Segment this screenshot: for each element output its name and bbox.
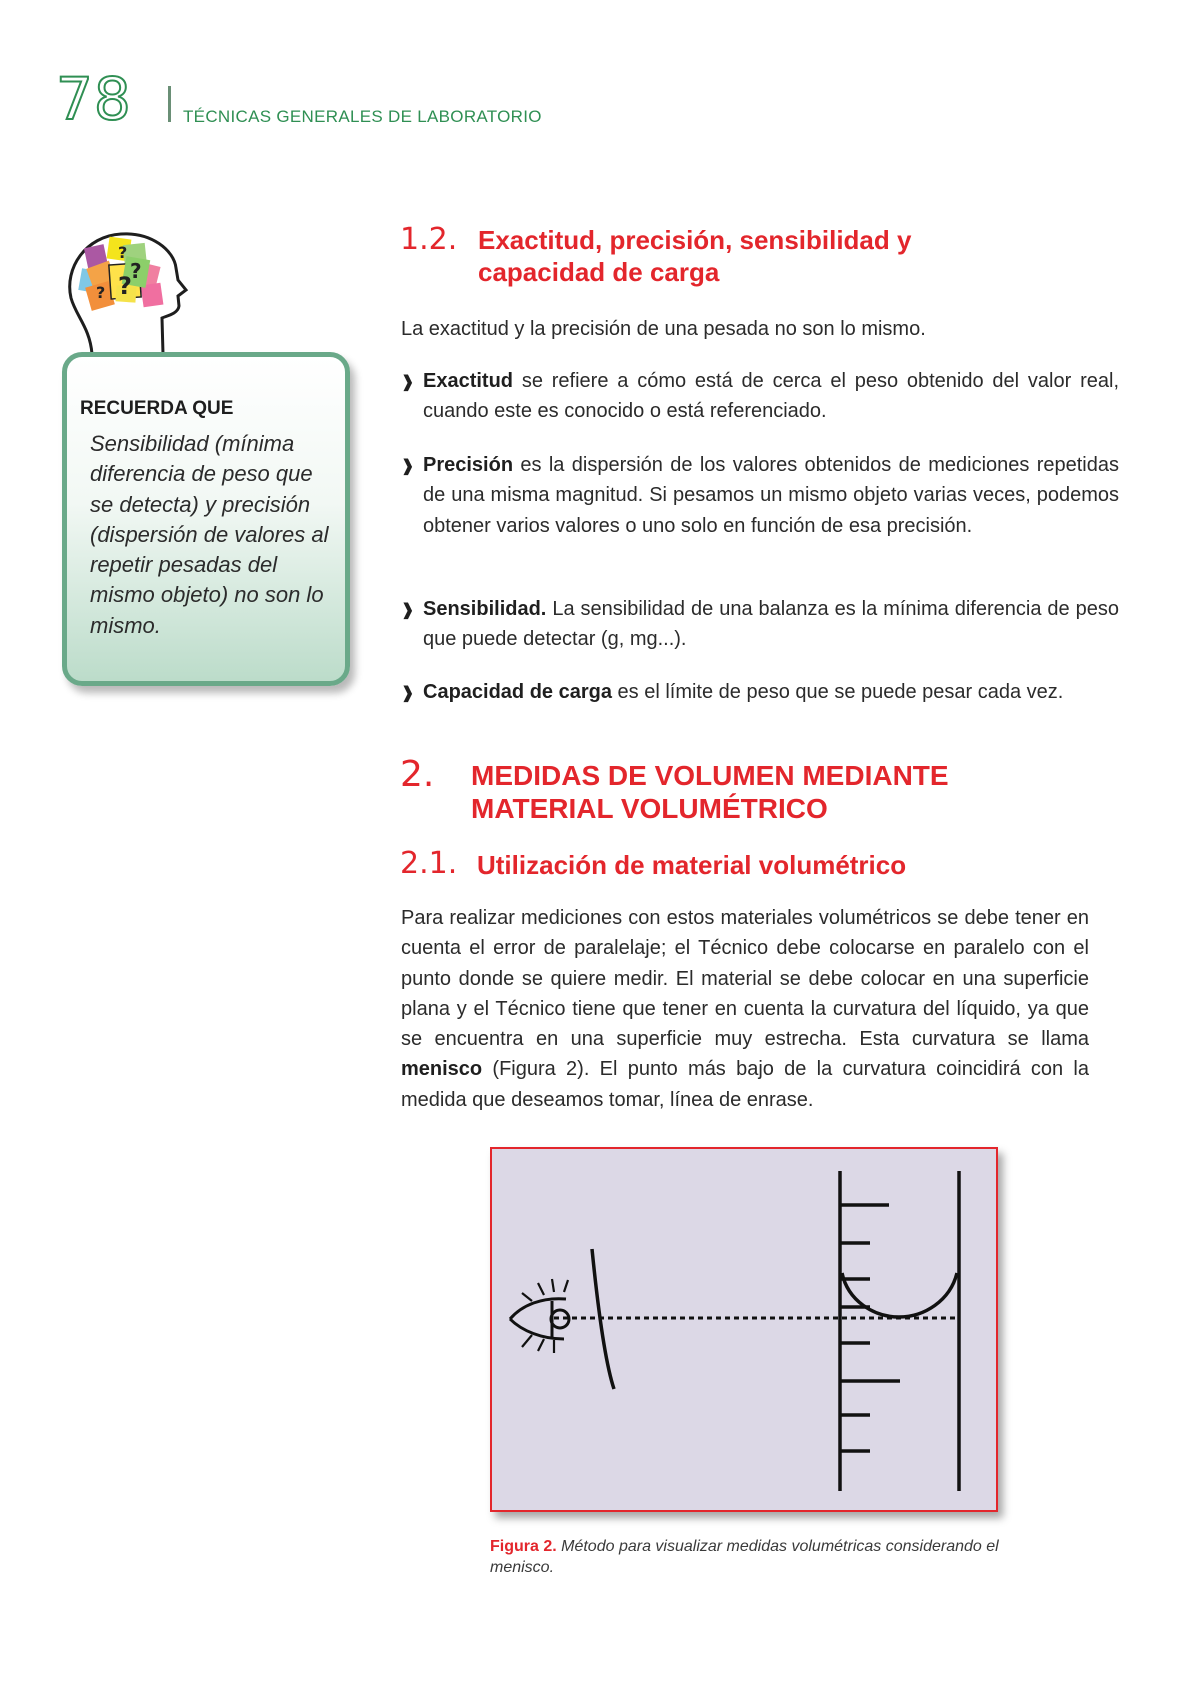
meniscus-diagram [492, 1149, 996, 1510]
section-number: 2.1. [400, 846, 458, 881]
section-2-1-paragraph [401, 903, 1089, 1115]
paragraph-term: menisco [401, 1058, 483, 1081]
bullet-sensibilidad [423, 594, 1119, 655]
bullet-marker: ❱ [401, 685, 415, 702]
section-number: 1.2. [400, 222, 458, 257]
section-title-line2: MATERIAL VOLUMÉTRICO [471, 793, 828, 824]
remember-box-text: Sensibilidad (mínima diferencia de peso que se detecta) y precisión (dispersión de valores al repetir pesadas del mismo objeto) no son lo mismo. [90, 431, 329, 638]
bullet-marker: ❱ [401, 374, 415, 391]
graduation-marks [840, 1205, 900, 1451]
page-number: 78 [56, 65, 132, 133]
eye-icon [510, 1279, 569, 1353]
bullet-marker: ❱ [401, 602, 415, 619]
bullet-exactitud [423, 366, 1119, 427]
section-2-heading [400, 754, 1040, 824]
bullet-term: Exactitud [423, 370, 514, 392]
paragraph-text: (Figura 2). El punto más bajo de la curvatura coincidirá con la medida que deseamos tomar, línea de enrase. [401, 1058, 1089, 1111]
figure-caption-text: Método para visualizar medidas volumétricas considerando el menisco. [490, 1538, 999, 1576]
running-title: TÉCNICAS GENERALES DE LABORATORIO [183, 107, 542, 126]
section-title: Utilización de material volumétrico [477, 850, 907, 880]
bullet-text: La sensibilidad de una balanza es la mínima diferencia de peso que puede detectar (g, mg...). [423, 598, 1119, 651]
bullet-term: Sensibilidad. [423, 598, 547, 620]
bullet-capacidad [423, 677, 1119, 707]
section-title-line1: MEDIDAS DE VOLUMEN MEDIANTE [471, 760, 949, 791]
section-2-1-heading [400, 848, 1040, 884]
figure-label: Figura 2. [490, 1538, 557, 1555]
svg-text:?: ? [130, 259, 142, 283]
figure-caption [490, 1536, 1000, 1578]
bullet-text: es el límite de peso que se puede pesar cada vez. [611, 681, 1064, 703]
svg-text:?: ? [118, 243, 128, 262]
figure-2-box [490, 1147, 998, 1512]
svg-text:?: ? [118, 272, 132, 300]
section-title-line1: Exactitud, precisión, sensibilidad y [478, 225, 912, 255]
svg-text:?: ? [96, 283, 106, 302]
remember-box-title: RECUERDA QUE [80, 398, 234, 419]
bullet-marker: ❱ [401, 458, 415, 475]
section-title-line2: capacidad de carga [478, 257, 720, 287]
section-1-2-intro: La exactitud y la precisión de una pesada no son lo mismo. [401, 318, 926, 340]
section-1-2-heading [400, 222, 1020, 287]
bullet-text: es la dispersión de los valores obtenidos de mediciones repetidas de una misma magnitud. Si pesamos un mismo objeto varias veces, podemos obtener varios valores o uno solo en función de esa precisión. [423, 454, 1119, 537]
paragraph-text: Para realizar mediciones con estos materiales volumétricos se debe tener en cuenta el error de paralelaje; el Técnico debe colocarse en paralelo con el punto donde se quiere medir. El material se debe colocar en una superficie plana y el Técnico tiene que tener en cuenta la curvatura del líquido, ya que se encuentra en una superficie muy estrecha. Esta curvatura se llama [401, 907, 1089, 1051]
bullet-precision [423, 450, 1119, 541]
bullet-term: Precisión [423, 454, 514, 476]
bullet-term: Capacidad de carga [423, 681, 612, 703]
head-with-question-cards-icon [66, 228, 196, 356]
section-number: 2. [400, 754, 435, 795]
bullet-text: se refiere a cómo está de cerca el peso obtenido del valor real, cuando este es conocido o está referenciado. [423, 370, 1119, 423]
header-divider [168, 86, 171, 122]
